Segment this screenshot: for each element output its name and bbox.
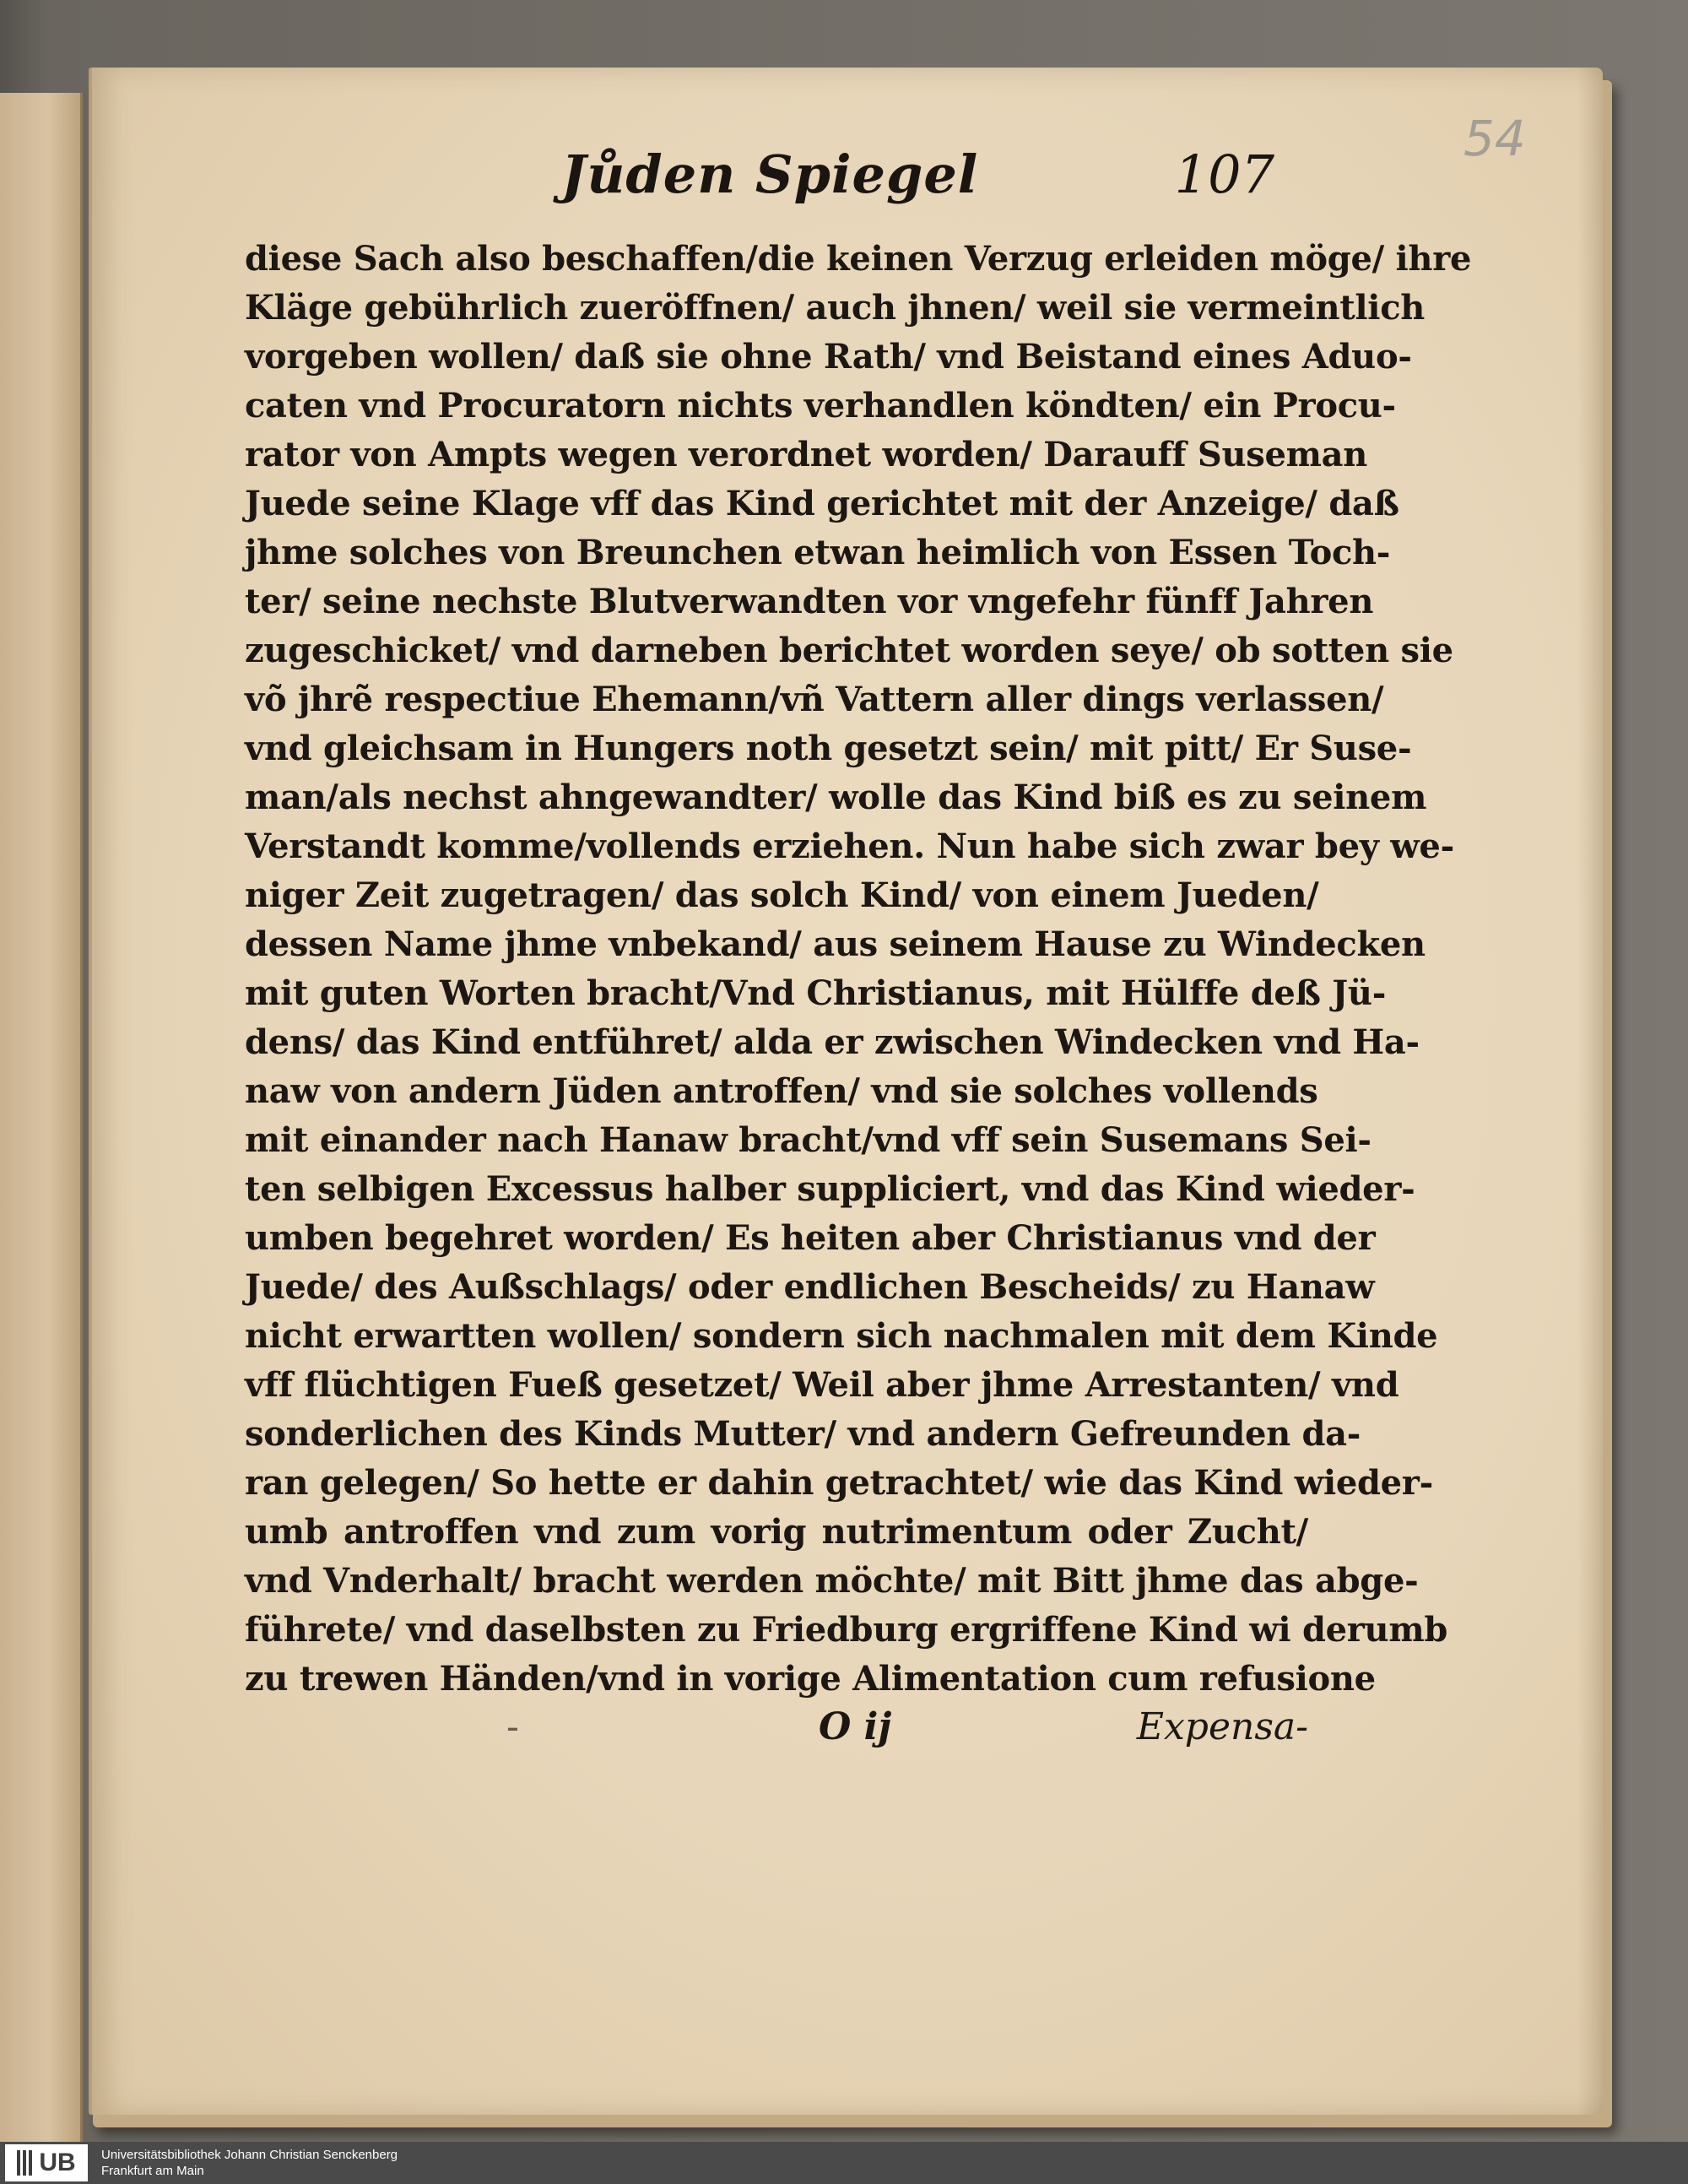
text-line: vorgeben wollen/ daß sie ohne Rath/ vnd Beistand eines Aduo- bbox=[245, 337, 1412, 377]
text-line: sonderlichen des Kinds Mutter/ vnd andern Gefreunden da- bbox=[245, 1414, 1361, 1454]
previous-page-edge bbox=[0, 93, 83, 2153]
signature-mark: O ij bbox=[819, 1705, 892, 1748]
text-line: zugeschicket/ vnd darneben berichtet worden seye/ ob sotten sie bbox=[245, 631, 1453, 670]
ub-logo-text: UB bbox=[39, 2149, 76, 2176]
text-line: ter/ seine nechste Blutverwandten vor vngefehr fünff Jahren bbox=[245, 582, 1374, 621]
text-line: man/als nechst ahngewandter/ wolle das Kind biß es zu seinem bbox=[245, 778, 1427, 817]
text-line: Juede/ des Außschlags/ oder endlichen Bescheids/ zu Hanaw bbox=[245, 1267, 1375, 1307]
text-line: vff flüchtigen Fueß gesetzet/ Weil aber jhme Arrestanten/ vnd bbox=[245, 1365, 1399, 1405]
library-name: Universitätsbibliothek Johann Christian Senckenberg bbox=[101, 2148, 398, 2162]
ub-logo[interactable] bbox=[5, 2144, 88, 2181]
text-line: mit einander nach Hanaw bracht/vnd vff sein Susemans Sei- bbox=[245, 1120, 1372, 1160]
text-line: naw von andern Jüden antroffen/ vnd sie solches vollends bbox=[245, 1071, 1318, 1111]
library-footer-bar bbox=[0, 2142, 1688, 2184]
catchline bbox=[245, 1705, 1308, 1764]
text-line: führete/ vnd daselbsten zu Friedburg ergriffene Kind wi derumb bbox=[245, 1610, 1448, 1650]
text-line: umb antroffen vnd zum vorig nutrimentum oder Zucht/ bbox=[245, 1512, 1308, 1552]
text-line: vnd Vnderhalt/ bracht werden möchte/ mit Bitt jhme das abge- bbox=[245, 1561, 1419, 1601]
text-line: Verstandt komme/vollends erziehen. Nun habe sich zwar bey we- bbox=[245, 826, 1454, 866]
text-line: rator von Ampts wegen verordnet worden/ Darauff Suseman bbox=[245, 435, 1368, 474]
page-number: 107 bbox=[1174, 144, 1274, 205]
text-line: ten selbigen Excessus halber suppliciert, vnd das Kind wieder- bbox=[245, 1169, 1415, 1209]
text-line: ran gelegen/ So hette er dahin getrachtet/ wie das Kind wieder- bbox=[245, 1463, 1433, 1503]
text-line: jhme solches von Breunchen etwan heimlich von Essen Toch- bbox=[245, 533, 1391, 572]
running-head bbox=[477, 144, 1274, 219]
pencil-folio-number: 54 bbox=[1463, 110, 1526, 167]
text-line: vnd gleichsam in Hungers noth gesetzt sein/ mit pitt/ Er Suse- bbox=[245, 729, 1412, 768]
text-line: Kläge gebührlich zueröffnen/ auch jhnen/ weil sie vermeintlich bbox=[245, 288, 1426, 328]
text-line: umben begehret worden/ Es heiten aber Christianus vnd der bbox=[245, 1218, 1376, 1258]
running-head-title: Jůden Spiegel bbox=[561, 144, 979, 205]
text-line: mit guten Worten bracht/Vnd Christianus, mit Hülffe deß Jü- bbox=[245, 973, 1387, 1013]
library-city: Frankfurt am Main bbox=[101, 2164, 204, 2178]
text-line: caten vnd Procuratorn nichts verhandlen köndten/ ein Procu- bbox=[245, 386, 1396, 425]
library-info bbox=[101, 2147, 398, 2179]
ub-logo-icon bbox=[17, 2150, 34, 2176]
text-line: niger Zeit zugetragen/ das solch Kind/ von einem Jueden/ bbox=[245, 875, 1319, 915]
text-line: dessen Name jhme vnbekand/ aus seinem Hause zu Windecken bbox=[245, 924, 1426, 964]
text-line: diese Sach also beschaffen/die keinen Verzug erleiden möge/ ihre bbox=[245, 239, 1472, 279]
text-line: Juede seine Klage vff das Kind gerichtet mit der Anzeige/ daß bbox=[245, 484, 1399, 523]
catchword: Expensa- bbox=[1136, 1705, 1308, 1748]
text-line: võ jhrẽ respectiue Ehemann/vñ Vattern aller dings verlassen/ bbox=[245, 680, 1384, 719]
text-line: nicht erwartten wollen/ sondern sich nachmalen mit dem Kinde bbox=[245, 1316, 1438, 1356]
body-text bbox=[245, 235, 1472, 1704]
catchline-dash: - bbox=[506, 1705, 519, 1748]
page-edge-shade bbox=[1577, 68, 1603, 2115]
text-line: zu trewen Händen/vnd in vorige Alimentation cum refusione bbox=[245, 1659, 1376, 1699]
text-line: dens/ das Kind entführet/ alda er zwischen Windecken vnd Ha- bbox=[245, 1022, 1420, 1062]
